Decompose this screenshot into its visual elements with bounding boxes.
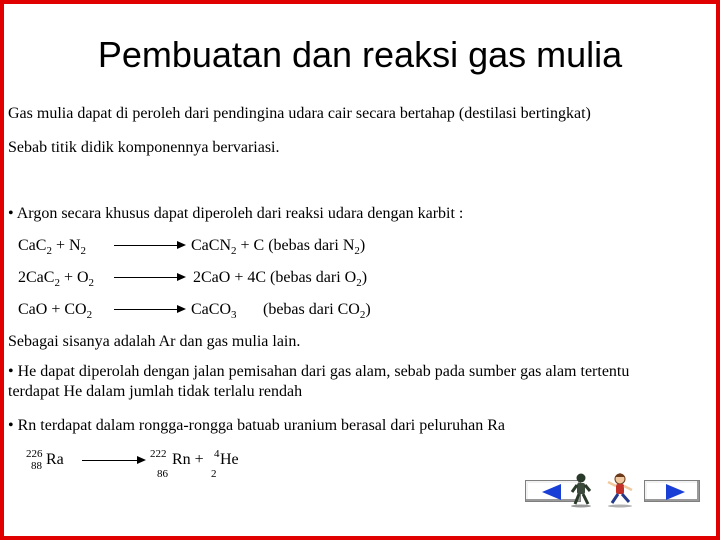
text-line-2: Sebab titik didik komponennya bervariasi. — [8, 139, 280, 156]
reaction-arrow — [114, 277, 184, 278]
rn-atomic-number: 86 — [157, 468, 168, 480]
text-line-radon: • Rn terdapat dalam rongga-rongga batuab uranium berasal dari peluruhan Ra — [8, 417, 505, 434]
he-mass-number: 4 — [214, 448, 220, 460]
reaction-1-products: CaCN$_2$ + C (bebas dari $N_2$) — [191, 237, 366, 258]
rn-mass-number: 222 — [150, 448, 167, 460]
reaction-arrow — [114, 245, 184, 246]
ra-mass-number: 226 — [26, 448, 43, 460]
right-arrow-icon — [645, 481, 701, 503]
decay-arrow — [82, 460, 144, 461]
reaction-arrow — [114, 309, 184, 310]
reaction-3-reactants: CaO + $CO_2$ — [18, 301, 93, 322]
slide-title: Pembuatan dan reaksi gas mulia — [97, 34, 623, 75]
ra-atomic-number: 88 — [31, 460, 42, 472]
he-atomic-number: 2 — [211, 468, 217, 480]
he-symbol: He — [220, 451, 239, 468]
rn-symbol: Rn + — [172, 451, 204, 468]
text-line-1: Gas mulia dapat di peroleh dari pendingina udara cair secara bertahap (destilasi bertingkat) — [8, 105, 591, 122]
ra-symbol: Ra — [46, 451, 64, 468]
next-slide-button[interactable] — [644, 480, 700, 502]
text-line-sisanya: Sebagai sisanya adalah Ar dan gas mulia lain. — [8, 333, 301, 350]
reaction-3-product: CaCO$_3$ — [191, 301, 237, 322]
reaction-2-reactants: $2CaC_2 + O_2$ — [18, 269, 95, 290]
reaction-3-note: (bebas dari $CO_2$) — [263, 301, 371, 322]
walking-figure-icon[interactable] — [566, 472, 596, 508]
text-line-argon: • Argon secara khusus dapat diperoleh dari reaksi udara dengan karbit : — [8, 205, 464, 222]
reaction-2-products: 2CaO + 4C (bebas dari $O_2$) — [193, 269, 368, 290]
running-figure-icon[interactable] — [602, 472, 638, 508]
reaction-1-reactants: $CaC_2 + N_2$ — [18, 237, 87, 258]
text-line-helium: • He dapat diperolah dengan jalan pemisahan dari gas alam, sebab pada sumber gas alam tertentu terdapat He dalam jumlah tidak terlalu rendah — [8, 363, 630, 400]
